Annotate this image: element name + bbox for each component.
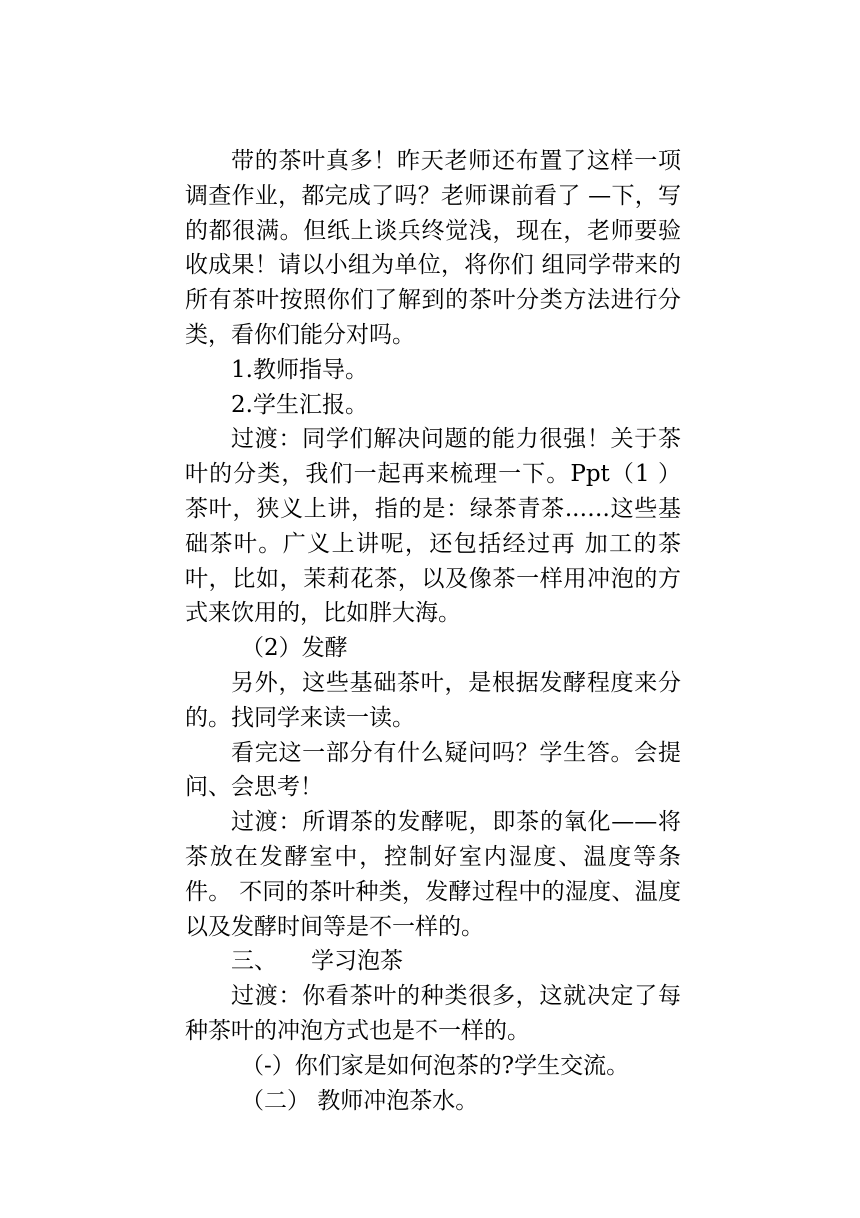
document-body [185, 144, 681, 1118]
paragraph-brewing-methods: 过渡：你看茶叶的种类很多，这就决定了每种茶叶的冲泡方式也是不一样的。 [185, 983, 681, 1044]
list-item-home-brewing: （-）你们家是如何泡茶的?学生交流。 [241, 1052, 630, 1079]
paragraph-questions: 看完这一部分有什么疑问吗？学生答。会提问、会思考！ [185, 739, 681, 801]
section-heading-brewing [185, 944, 681, 979]
paragraph-fermentation-degree: 另外，这些基础茶叶，是根据发酵程度来分的。找同学来读一读。 [185, 669, 681, 731]
list-item-teacher-brewing: （二） 教师冲泡茶水。 [241, 1087, 479, 1114]
list-item-teacher-guidance: 1.教师指导。 [231, 356, 368, 383]
paragraph-tea-homework: 带的茶叶真多！昨天老师还布置了这样一项调查作业，都完成了吗？老师课前看了 —下，写的都很满。但纸上谈兵终觉浅，现在，老师要验收成果！请以小组为单位，将你们 组同学带来的所有茶叶按照你们了解到的茶叶分类方法进行分类，看你们能分对吗。 [185, 148, 681, 348]
subheading-fermentation: （2）发酵 [241, 635, 348, 662]
section-title: 学习泡茶 [311, 948, 403, 975]
paragraph-fermentation-definition: 过渡：所谓茶的发酵呢，即茶的氧化——将茶放在发酵室中，控制好室内湿度、温度等条件。 不同的茶叶种类，发酵过程中的湿度、温度以及发酵时间等是不一样的。 [185, 809, 681, 940]
section-number: 三、 [231, 948, 277, 975]
list-item-student-report: 2.学生汇报。 [231, 391, 368, 418]
paragraph-tea-classification: 过渡：同学们解决问题的能力很强！关于茶叶的分类，我们一起再来梳理一下。Ppt（1 ）茶叶，狭义上讲，指的是：绿茶青茶..….这些基础茶叶。广义上讲呢，还包括经过再 加工的茶叶，比如，茉莉花茶，以及像茶一样用冲泡的方式来饮用的，比如胖大海。 [185, 426, 681, 627]
